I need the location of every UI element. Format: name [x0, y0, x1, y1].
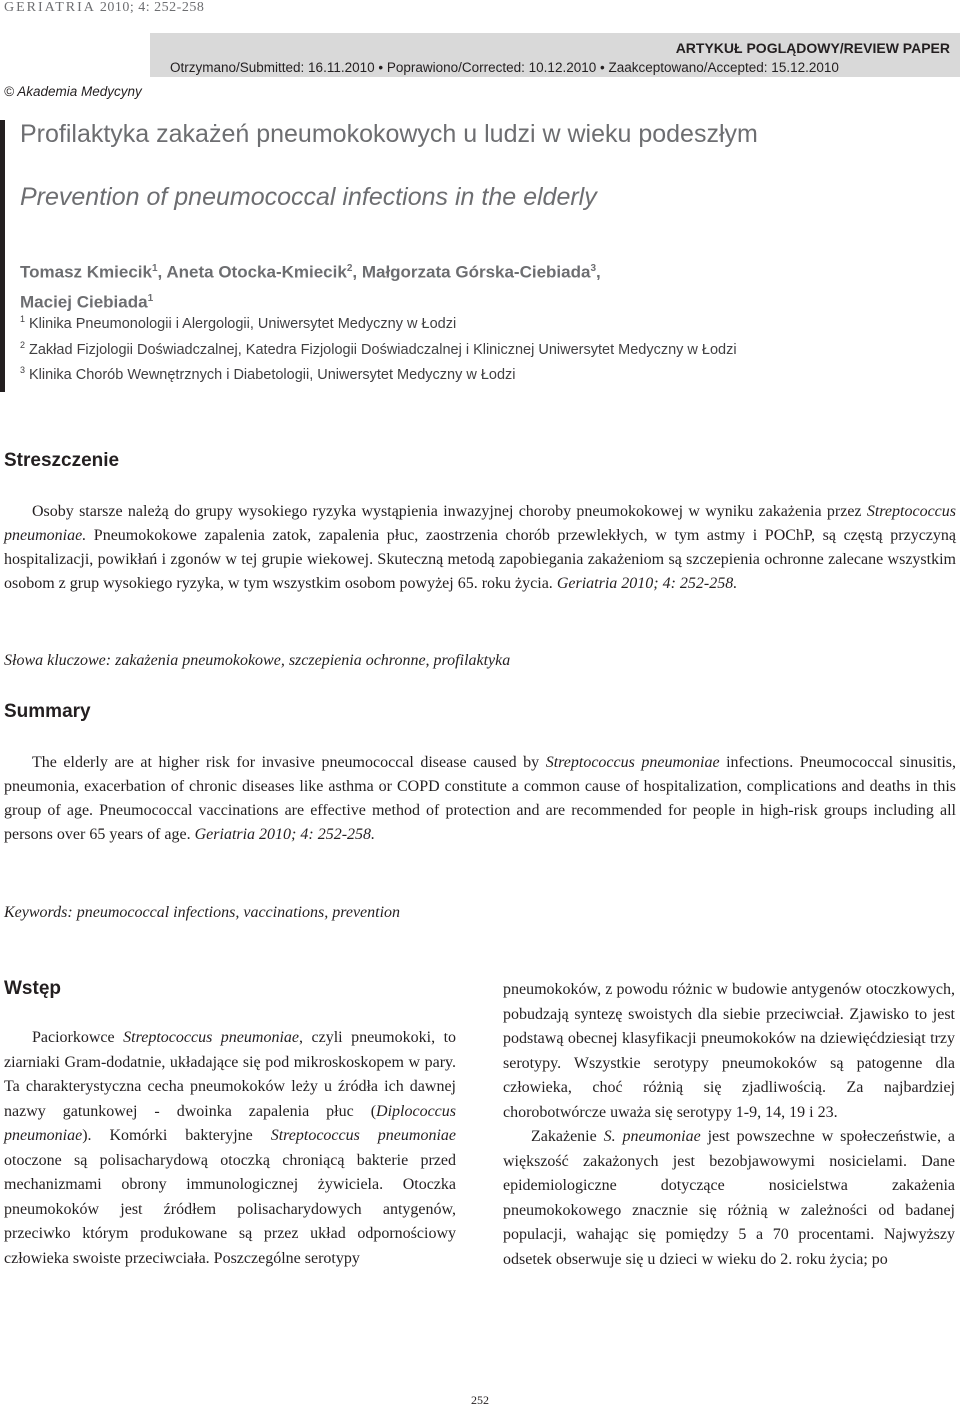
author-affiliation-mark: 2 — [346, 263, 353, 274]
summary-keywords: Keywords: pneumococcal infections, vaccinations, prevention — [4, 904, 401, 921]
citation: Geriatria 2010; 4: 252-258. — [194, 826, 376, 843]
journal-name: GERIATRIA — [4, 0, 96, 15]
species-name: Diplococcus pneumoniae — [4, 1102, 456, 1144]
article-type: ARTYKUŁ POGLĄDOWY/REVIEW PAPER — [675, 40, 950, 56]
author-name: Maciej Ciebiada — [20, 292, 148, 312]
species-name: Streptococcus pneumoniae — [270, 1127, 456, 1144]
title-polish: Profilaktyka zakażeń pneumokokowych u ludzi w wieku podeszłym — [20, 120, 758, 148]
journal-header — [4, 0, 204, 16]
species-name: Streptococcus pneumoniae. — [4, 503, 956, 544]
journal-citation: 2010; 4: 252-258 — [99, 0, 205, 15]
wstep-heading: Wstęp — [4, 978, 61, 999]
author-name: Małgorzata Górska-Ciebiada — [361, 262, 591, 282]
author-list: Tomasz Kmiecik$^1$, Aneta Otocka-Kmiecik$^2$, Małgorzata Górska-Ciebiada$^3$, Maciej Ciebiada$^1$ — [20, 262, 601, 312]
publisher: © Akademia Medycyny — [4, 84, 142, 99]
streszczenie-heading: Streszczenie — [4, 450, 120, 471]
right-column — [503, 978, 955, 1272]
summary-text: The elderly are at higher risk for invasive pneumococcal disease caused by Streptococcus pneumoniae infections. Pneumococcal sinusitis, pneumonia, exacerbation of chronic diseases like asthma or COPD constitute a common cause of hospitalization, complications and deaths in this group of age. Pneumococcal vaccinations are effective method of protection and are recommended for people in high-risk groups including all persons over 65 years of age. Geriatria 2010; 4: 252-258. — [4, 754, 957, 843]
summary-heading: Summary — [4, 701, 91, 722]
author-name: Tomasz Kmiecik — [20, 262, 152, 282]
submission-dates: Otrzymano/Submitted: 16.11.2010 • Poprawiono/Corrected: 10.12.2010 • Zaakceptowano/Accepted: 15.12.2010 — [170, 60, 839, 75]
author-name: Aneta Otocka-Kmiecik — [166, 262, 347, 282]
species-name: Streptococcus pneumoniae — [123, 1029, 299, 1046]
page-number: 252 — [471, 1393, 489, 1407]
affiliation-1: $^1$ Klinika Pneumonologii i Alergologii, Uniwersytet Medyczny w Łodzi — [20, 314, 457, 332]
citation: Geriatria 2010; 4: 252-258. — [556, 575, 738, 592]
species-name: S. pneumoniae — [603, 1128, 701, 1145]
streszczenie-keywords: Słowa kluczowe: zakażenia pneumokokowe, szczepienia ochronne, profilaktyka — [4, 652, 511, 669]
left-column — [4, 1026, 456, 1271]
author-affiliation-mark: 1 — [151, 263, 158, 274]
title-english: Prevention of pneumococcal infections in the elderly — [20, 183, 597, 211]
affiliation-2: $^2$ Zakład Fizjologii Doświadczalnej, Katedra Fizjologii Doświadczalnej i Klinicznej Uniwersytet Medyczny w Łodzi — [20, 340, 737, 358]
author-affiliation-mark: 1 — [147, 292, 154, 304]
title-side-rule — [0, 120, 5, 392]
species-name: Streptococcus pneumoniae — [545, 754, 720, 771]
streszczenie-text: Osoby starsze należą do grupy wysokiego ryzyka wystąpienia inwazyjnej choroby pneumokokowej w wyniku zakażenia przez Streptococcus pneumoniae. Pneumokokowe zapalenia zatok, zapalenia płuc, zaostrzenia chorób przewlekłych, w tym astmy i POChP, są częstą przyczyną hospitalizacji, powikłań i zgonów w tej grupie wiekowej. Skuteczną metodą zapobiegania zakażeniom są szczepienia ochronne zalecane wszystkim osobom z grup wysokiego ryzyka, w tym wszystkim osobom powyżej 65. roku życia. Geriatria 2010; 4: 252-258. — [4, 503, 956, 592]
affiliation-3: $^3$ Klinika Chorób Wewnętrznych i Diabetologii, Uniwersytet Medyczny w Łodzi — [20, 365, 516, 383]
author-affiliation-mark: 3 — [590, 263, 597, 274]
paragraph: pneumokoków, z powodu różnic w budowie antygenów otoczkowych, pobudzają syntezę swoistych dla siebie przeciwciał. Zjawisko to jest podstawą obecnej klasyfikacji pneumokoków na dziewięćdziesiąt trzy serotypy. Wszystkie serotypy pneumokoków są patogenne dla człowieka, choć różnią się zjadliwością. Za najbardziej chorobotwórcze uważa się serotypy 1-9, 14, 19 i 23. — [503, 981, 955, 1121]
paragraph: Paciorkowce Streptococcus pneumoniae, czyli pneumokoki, to ziarniaki Gram-dodatnie, układające się pod mikroskoskopem w pary. Ta charakterystyczna cecha pneumokoków leży u źródła ich dawnej nazwy gatunkowej - dwoinka zapalenia płuc (Diplococcus pneumoniae). Komórki bakteryjne Streptococcus pneumoniae otoczone są polisacharydową otoczką chroniącą bakterie przed mechanizmami obrony immunologicznej żywiciela. Otoczka pneumokoków jest źródłem polisacharydowych antygenów, przeciwko którym produkowane są przez układ odpornościowy człowieka swoiste przeciwciała. Poszczególne serotypy — [4, 1029, 457, 1267]
paragraph: Zakażenie S. pneumoniae jest powszechne w społeczeństwie, a większość zakażonych jest bezobjawowymi nosicielami. Dane epidemiologiczne dotyczące nosicielstwa zakażenia pneumokokowego znacznie się różnią w zależności od badanej populacji, wahając się pomiędzy 5 a 70 procentami. Najwyższy odsetek obserwuje się u dzieci w wieku do 2. roku życia; po — [503, 1128, 956, 1268]
